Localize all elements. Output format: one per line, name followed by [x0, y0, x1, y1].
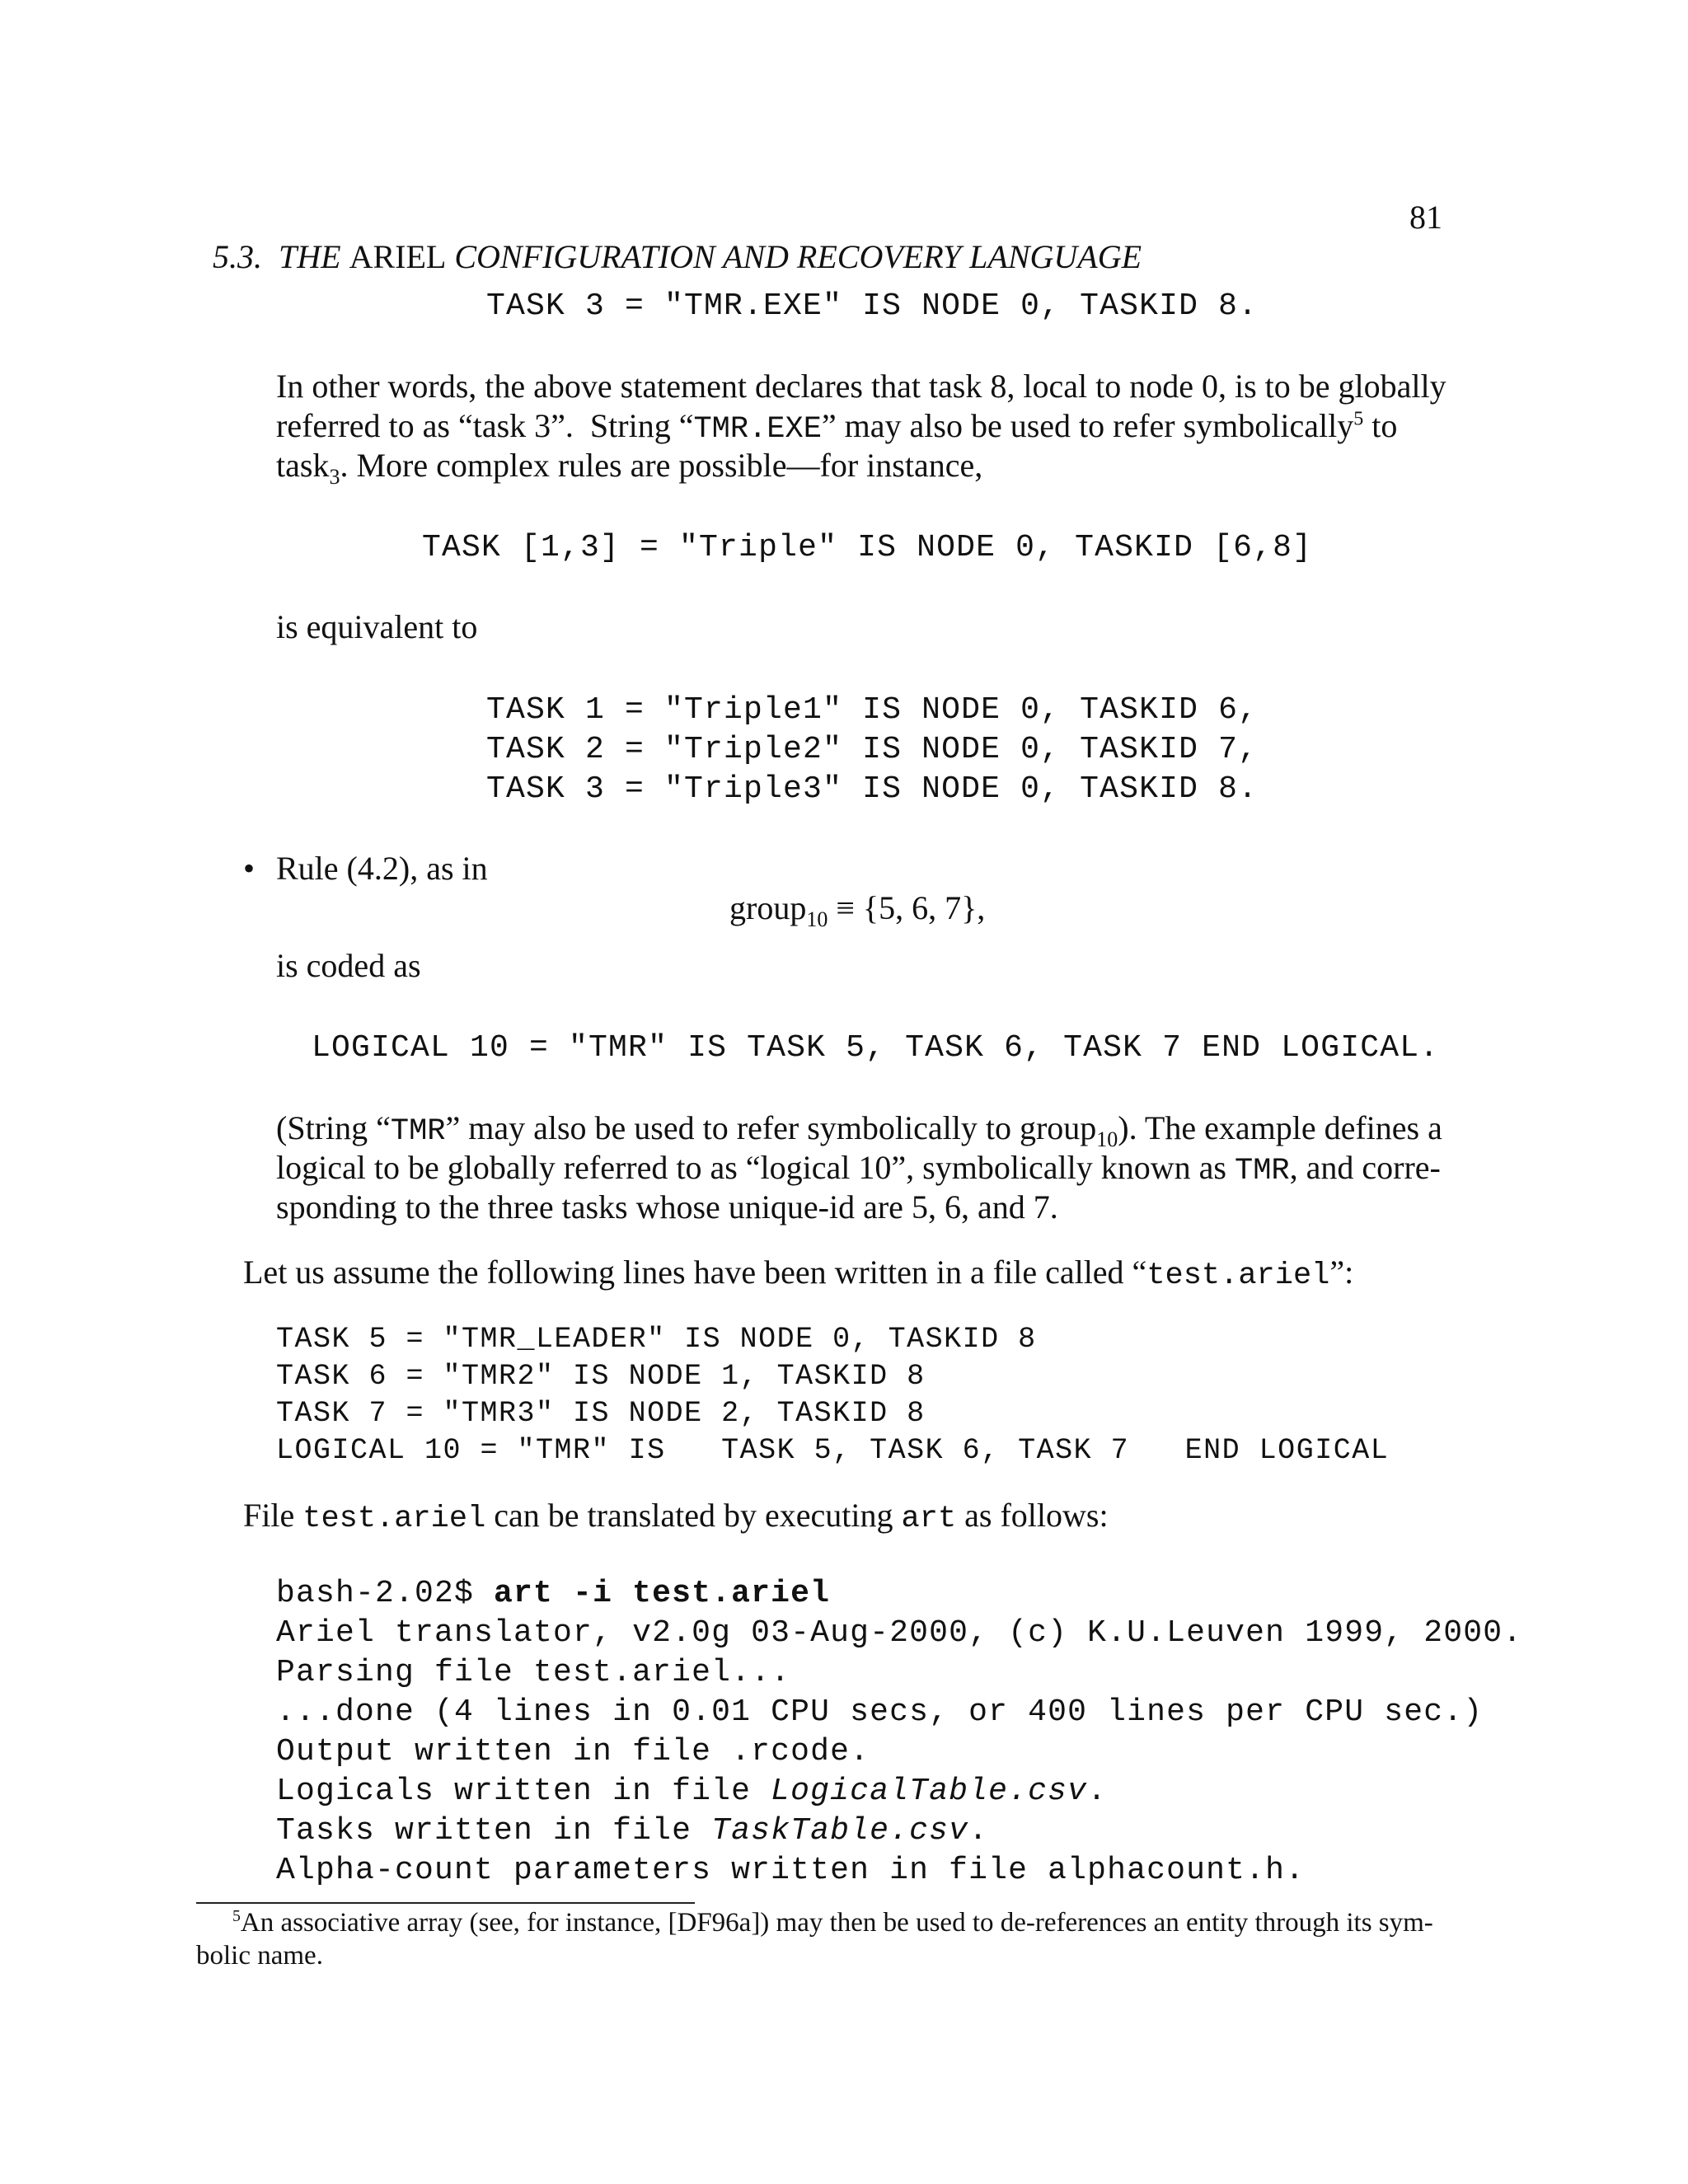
terminal-text: .	[968, 1813, 989, 1849]
terminal-text: .	[1087, 1774, 1108, 1809]
running-header	[196, 198, 1142, 277]
terminal-text: Logicals written in file	[276, 1774, 771, 1809]
code-task-range: TASK [1,3] = "Triple" IS NODE 0, TASKID [6,8]	[422, 530, 1313, 565]
footnote-text: An associative array (see, for instance, [DF96a]) may then be used to de-references an entity through its sym-	[240, 1908, 1433, 1938]
code-file-line1: TASK 5 = "TMR_LEADER" IS NODE 0, TASKID 8	[276, 1323, 1037, 1356]
para1-text: . More complex rules are possible—for instance,	[340, 447, 983, 484]
terminal-line8: Alpha-count parameters written in file alphacount.h.	[276, 1853, 1306, 1888]
terminal-line2: Ariel translator, v2.0g 03-Aug-2000, (c) K.U.Leuven 1999, 2000.	[276, 1615, 1523, 1651]
bullet-text: Rule (4.2), as in	[276, 850, 488, 887]
inline-code-tmr: TMR	[390, 1114, 446, 1149]
terminal-line7	[276, 1811, 988, 1851]
header-ariel: ARIEL	[349, 238, 447, 275]
para3	[243, 1253, 1353, 1296]
para1-line3	[276, 446, 983, 489]
header-section: 5.3.	[213, 238, 262, 275]
formula-group: group	[729, 889, 807, 926]
para2-text: , and corre-	[1289, 1149, 1441, 1186]
terminal-line4: ...done (4 lines in 0.01 CPU secs, or 400 lines per CPU sec.)	[276, 1694, 1484, 1730]
terminal-filename: TaskTable.csv	[711, 1813, 969, 1849]
para2-line2	[276, 1148, 1441, 1191]
para1-text: task	[276, 447, 330, 484]
inline-code-art: art	[901, 1502, 957, 1536]
para1-text: ” may also be used to refer symbolically	[821, 407, 1354, 444]
code-file-line4: LOGICAL 10 = "TMR" IS TASK 5, TASK 6, TASK 7 END LOGICAL	[276, 1434, 1390, 1467]
inline-code-filename: test.ariel	[302, 1502, 486, 1536]
para1-line1: In other words, the above statement declares that task 8, local to node 0, is to be globally	[276, 368, 1447, 405]
equivalent-text: is equivalent to	[276, 608, 478, 645]
terminal-line1	[276, 1574, 830, 1614]
code-task1: TASK 1 = "Triple1" IS NODE 0, TASKID 6,	[486, 692, 1259, 728]
para4-text: can be translated by executing	[485, 1497, 902, 1534]
formula-subscript: 10	[806, 907, 828, 931]
footnote-rule	[196, 1902, 695, 1904]
code-logical: LOGICAL 10 = "TMR" IS TASK 5, TASK 6, TASK 7 END LOGICAL.	[312, 1030, 1440, 1066]
para2-text: (String “	[276, 1109, 391, 1146]
coded-as-text: is coded as	[276, 947, 421, 984]
terminal-line6	[276, 1772, 1107, 1811]
page-number: 81	[1409, 199, 1442, 236]
inline-code-tmr: TMR	[1235, 1154, 1290, 1188]
terminal-line3: Parsing file test.ariel...	[276, 1655, 791, 1690]
terminal-prompt: bash-2.02$	[276, 1576, 495, 1611]
para1-text: to	[1363, 407, 1398, 444]
para1-text: referred to as “task 3”. String “	[276, 407, 694, 444]
code-task3: TASK 3 = "TMR.EXE" IS NODE 0, TASKID 8.	[486, 288, 1259, 324]
footnote-ref: 5	[1353, 408, 1364, 430]
footnote-line2: bolic name.	[196, 1941, 323, 1971]
footnote-mark: 5	[232, 1907, 241, 1925]
code-file-line2: TASK 6 = "TMR2" IS NODE 1, TASKID 8	[276, 1360, 926, 1393]
subscript: 10	[1096, 1127, 1118, 1151]
header-title: CONFIGURATION AND RECOVERY LANGUAGE	[454, 238, 1142, 275]
para4-text: as follows:	[956, 1497, 1109, 1534]
para2-text: ” may also be used to refer symbolically to group	[445, 1109, 1097, 1146]
terminal-command: art -i test.ariel	[494, 1576, 831, 1611]
footnote-line1	[232, 1906, 1433, 1939]
bullet-icon: •	[243, 850, 256, 887]
para1-line2	[276, 406, 1397, 449]
formula-set: ≡ {5, 6, 7},	[828, 889, 986, 926]
para2-line1	[276, 1108, 1442, 1151]
code-task2: TASK 2 = "Triple2" IS NODE 0, TASKID 7,	[486, 732, 1259, 767]
code-task3b: TASK 3 = "Triple3" IS NODE 0, TASKID 8.	[486, 771, 1259, 807]
para2-text: ). The example defines a	[1118, 1109, 1442, 1146]
subscript: 3	[329, 465, 340, 489]
para4-text: File	[243, 1497, 303, 1534]
para3-text: Let us assume the following lines have been written in a file called “	[243, 1254, 1147, 1291]
terminal-line5: Output written in file .rcode.	[276, 1734, 870, 1769]
code-file-line3: TASK 7 = "TMR3" IS NODE 2, TASKID 8	[276, 1397, 926, 1430]
para4	[243, 1496, 1109, 1539]
formula	[729, 888, 986, 931]
para2-text: logical to be globally referred to as “logical 10”, symbolically known as	[276, 1149, 1235, 1186]
inline-code-filename: test.ariel	[1146, 1258, 1330, 1293]
terminal-text: Tasks written in file	[276, 1813, 712, 1849]
header-the: THE	[279, 238, 341, 275]
inline-code-tmr-exe: TMR.EXE	[693, 412, 822, 447]
para3-text: ”:	[1329, 1254, 1354, 1291]
para2-line3: sponding to the three tasks whose unique-id are 5, 6, and 7.	[276, 1188, 1058, 1226]
terminal-filename: LogicalTable.csv	[771, 1774, 1088, 1809]
